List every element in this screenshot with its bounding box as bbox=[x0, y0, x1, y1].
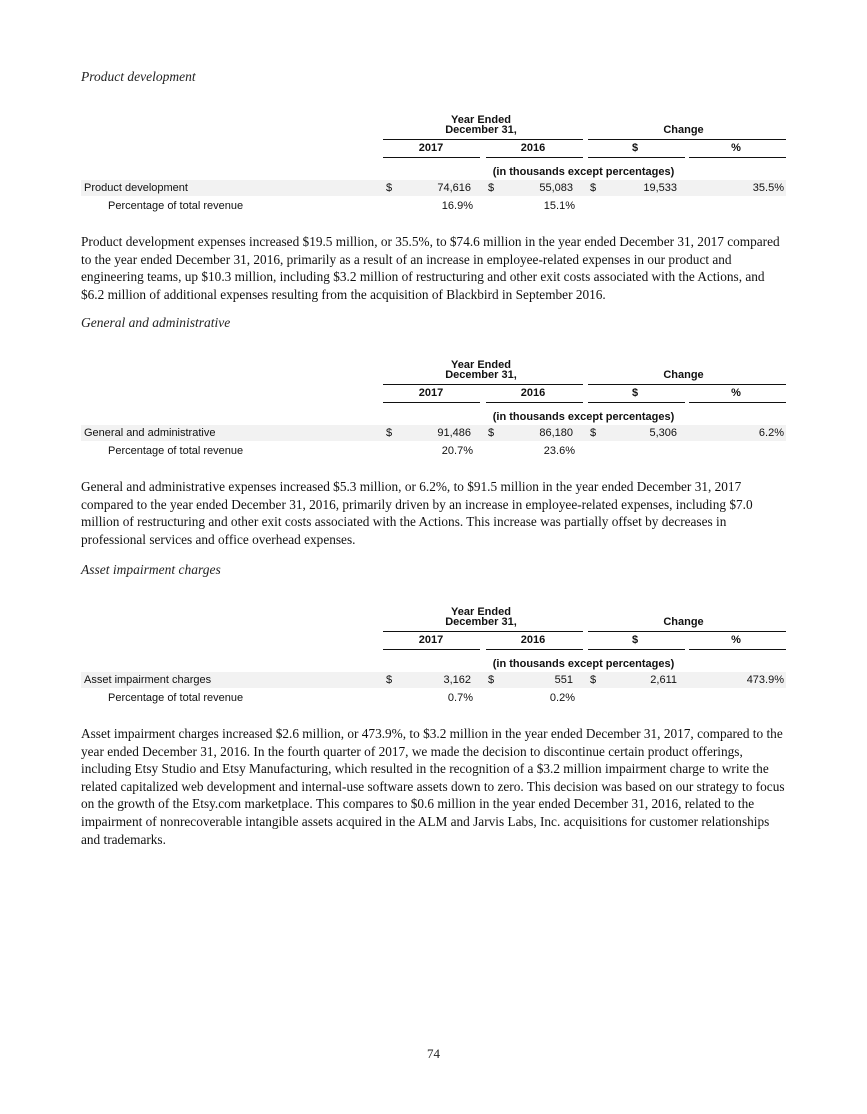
section-title-product-development: Product development bbox=[81, 69, 196, 84]
currency-symbol-2017: $ bbox=[386, 674, 393, 686]
period-header-line2: December 31, bbox=[445, 369, 517, 381]
percentage-2016: 23.6% bbox=[543, 445, 575, 457]
row-label: Asset impairment charges bbox=[84, 674, 212, 686]
column-header-change-dollar: $ bbox=[631, 634, 639, 646]
general-administrative-paragraph: General and administrative expenses increased $5.3 million, or 6.2%, to $91.5 million in the year ended December 31, 2017 compared to the year ended December 31, 2016, primarily driven by an increase in employee-related expenses, including $7.0 million of restructuring and other exit costs associated with the Actions. This increase was partially offset by decreases in professional services and office overhead expenses. bbox=[81, 479, 753, 547]
period-header-line1: Year Ended bbox=[451, 114, 511, 126]
column-header-2016: 2016 bbox=[520, 142, 546, 154]
column-header-change-percent: % bbox=[731, 634, 741, 646]
percentage-2016: 15.1% bbox=[543, 200, 575, 212]
units-note: (in thousands except percentages) bbox=[492, 658, 675, 670]
currency-symbol-2016: $ bbox=[488, 427, 495, 439]
row-label: General and administrative bbox=[84, 427, 216, 439]
value-2017: 91,486 bbox=[437, 427, 471, 439]
currency-symbol-2017: $ bbox=[386, 182, 393, 194]
row-label: Product development bbox=[84, 182, 188, 194]
percentage-2017: 20.7% bbox=[441, 445, 473, 457]
percentage-2016: 0.2% bbox=[549, 692, 575, 704]
currency-symbol-2016: $ bbox=[488, 182, 495, 194]
currency-symbol-change: $ bbox=[590, 182, 597, 194]
change-dollar-value: 19,533 bbox=[643, 182, 677, 194]
column-rule-change-percent bbox=[689, 402, 786, 403]
column-header-2017: 2017 bbox=[418, 634, 444, 646]
section-title-asset-impairment: Asset impairment charges bbox=[81, 562, 221, 577]
section-title-general-administrative: General and administrative bbox=[81, 315, 231, 330]
column-header-change-dollar: $ bbox=[631, 387, 639, 399]
units-note: (in thousands except percentages) bbox=[492, 411, 675, 423]
column-rule-change-dollar bbox=[588, 402, 685, 403]
column-rule-change-dollar bbox=[588, 157, 685, 158]
period-header-line1: Year Ended bbox=[451, 359, 511, 371]
column-header-2016: 2016 bbox=[520, 634, 546, 646]
percentage-2017: 16.9% bbox=[441, 200, 473, 212]
change-header: Change bbox=[663, 616, 704, 628]
column-header-change-dollar: $ bbox=[631, 142, 639, 154]
value-2016: 86,180 bbox=[539, 427, 573, 439]
percentage-2017: 0.7% bbox=[447, 692, 473, 704]
column-header-2016: 2016 bbox=[520, 387, 546, 399]
asset-impairment-table bbox=[81, 605, 786, 705]
percentage-label: Percentage of total revenue bbox=[108, 200, 244, 212]
column-rule-2017 bbox=[383, 157, 480, 158]
column-rule-2016 bbox=[486, 402, 583, 403]
value-2016: 551 bbox=[554, 674, 573, 686]
period-header-rule bbox=[383, 631, 583, 632]
change-dollar-value: 2,611 bbox=[650, 674, 677, 686]
percentage-label: Percentage of total revenue bbox=[108, 692, 244, 704]
column-rule-change-percent bbox=[689, 157, 786, 158]
column-rule-change-percent bbox=[689, 649, 786, 650]
period-header-line2: December 31, bbox=[445, 124, 517, 136]
change-percent-value: 473.9% bbox=[746, 674, 784, 686]
change-header: Change bbox=[663, 369, 704, 381]
value-2016: 55,083 bbox=[539, 182, 573, 194]
percentage-label: Percentage of total revenue bbox=[108, 445, 244, 457]
period-header-line2: December 31, bbox=[445, 616, 517, 628]
column-rule-2016 bbox=[486, 649, 583, 650]
product-development-table bbox=[81, 113, 786, 213]
column-header-2017: 2017 bbox=[418, 142, 444, 154]
column-rule-2016 bbox=[486, 157, 583, 158]
page-number: 74 bbox=[427, 1046, 440, 1061]
period-header-rule bbox=[383, 139, 583, 140]
change-header: Change bbox=[663, 124, 704, 136]
currency-symbol-change: $ bbox=[590, 427, 597, 439]
period-header-rule bbox=[383, 384, 583, 385]
column-header-change-percent: % bbox=[731, 387, 741, 399]
change-percent-value: 6.2% bbox=[758, 427, 784, 439]
units-note: (in thousands except percentages) bbox=[492, 166, 675, 178]
value-2017: 3,162 bbox=[443, 674, 471, 686]
product-development-paragraph: Product development expenses increased $19.5 million, or 35.5%, to $74.6 million in the year ended December 31, 2017 compared to the year ended December 31, 2016, primarily as a result of an increase in employee-related expenses in our product and engineering teams, up $10.3 million, including $3.2 million of restructuring and other exit costs associated with the Actions, and $6.2 million of additional expenses resulting from the acquisition of Blackbird in September 2016. bbox=[81, 234, 780, 302]
change-header-rule bbox=[588, 139, 786, 140]
period-header-line1: Year Ended bbox=[451, 606, 511, 618]
asset-impairment-paragraph: Asset impairment charges increased $2.6 million, or 473.9%, to $3.2 million in the year ended December 31, 2017, compared to the year ended December 31, 2016. In the fourth quarter of 2017, we made the decision to discontinue certain product offerings, including Etsy Studio and Etsy Manufacturing, which resulted in the recognition of a $3.2 million impairment charge to write the related capitalized web development and internal-use software assets down to zero. This decision was based on our strategy to focus on the growth of the Etsy.com marketplace. This compares to $0.6 million in the year ended December 31, 2016, related to the impairment of nonrecoverable intangible assets acquired in the ALM and Jarvis Labs, Inc. acquisitions for customer relationships and trademarks. bbox=[81, 726, 785, 847]
change-dollar-value: 5,306 bbox=[649, 427, 677, 439]
column-rule-change-dollar bbox=[588, 649, 685, 650]
column-rule-2017 bbox=[383, 649, 480, 650]
change-percent-value: 35.5% bbox=[752, 182, 784, 194]
change-header-rule bbox=[588, 631, 786, 632]
column-rule-2017 bbox=[383, 402, 480, 403]
currency-symbol-2016: $ bbox=[488, 674, 495, 686]
column-header-2017: 2017 bbox=[418, 387, 444, 399]
currency-symbol-2017: $ bbox=[386, 427, 393, 439]
general-administrative-table bbox=[81, 358, 786, 458]
change-header-rule bbox=[588, 384, 786, 385]
currency-symbol-change: $ bbox=[590, 674, 597, 686]
value-2017: 74,616 bbox=[437, 182, 471, 194]
column-header-change-percent: % bbox=[731, 142, 741, 154]
